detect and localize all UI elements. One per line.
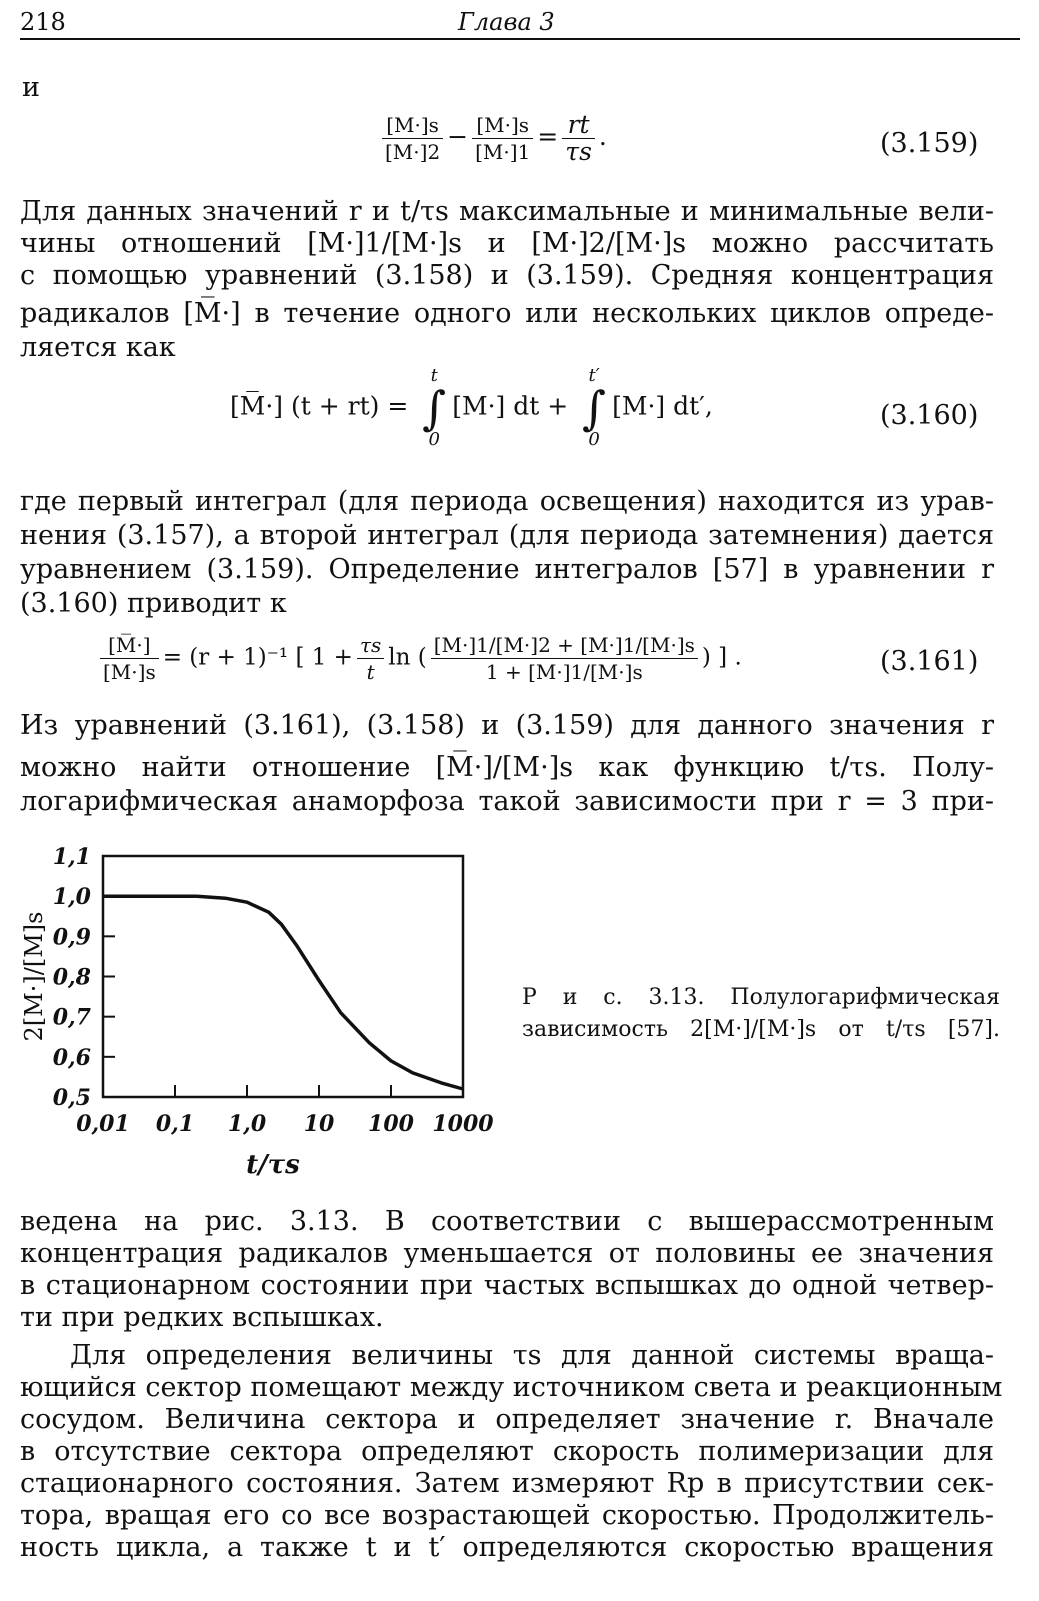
fraction (382, 112, 443, 165)
integral-sign: t ∫ 0 (422, 365, 447, 450)
equation-middle: = (r + 1)⁻¹ [ 1 + (162, 644, 353, 671)
text-line: тора, вращая его со все возрастающей скоростью. Продолжитель- (20, 1500, 994, 1531)
numerator: [M̅·] (100, 632, 159, 659)
figure-3-13-chart (0, 820, 500, 1190)
numerator: [M·]s (472, 112, 533, 139)
text-line: уравнением (3.159). Определение интегралов [57] в уравнении r (20, 554, 994, 585)
log-term: ln ( (388, 644, 427, 671)
text-line: чины отношений [M·]1/[M·]s и [M·]2/[M·]s можно рассчитать (20, 228, 994, 259)
text-line: сосудом. Величина сектора и определяет значение r. Вначале (20, 1404, 994, 1435)
integrand: [M·] dt′, (612, 391, 713, 421)
text-line: Для определения величины τs для данной системы враща- (70, 1340, 994, 1371)
text-line: ведена на рис. 3.13. В соответствии с вышерассмотренным (20, 1206, 994, 1237)
text-line: с помощью уравнений (3.158) и (3.159). Средняя концентрация (20, 260, 994, 291)
denominator: 1 + [M·]1/[M·]s (485, 660, 643, 684)
numerator: [M·]s (382, 112, 443, 139)
text-line: ти при редких вспышках. (20, 1302, 384, 1333)
text-line: концентрация радикалов уменьшается от половины ее значения (20, 1238, 994, 1269)
minus-sign: − (447, 122, 469, 151)
x-tick-label: 0,01 (76, 1111, 130, 1137)
numerator: rt (562, 112, 595, 139)
fraction (100, 632, 159, 685)
fraction (431, 632, 698, 685)
text-line: ющийся сектор помещают между источником света и реакционным (20, 1372, 1003, 1403)
y-tick-label: 0,7 (52, 1004, 91, 1031)
caption-line: Р и с. 3.13. Полулогарифмическая (522, 985, 1000, 1010)
equation-lhs: [M̅·] (t + rt) = (230, 391, 409, 421)
equation-number: (3.161) (880, 646, 979, 677)
integral-sign: t′ ∫ 0 (582, 365, 607, 450)
upper-limit: t (430, 365, 438, 386)
x-tick-label: 100 (368, 1111, 414, 1137)
fraction (472, 112, 533, 165)
text-line: радикалов [M̅·] в течение одного или нескольких циклов опреде- (20, 298, 994, 329)
lower-limit: 0 (588, 429, 600, 450)
text-line: где первый интеграл (для периода освещения) находится из урав- (20, 486, 994, 517)
x-tick-label: 10 (303, 1111, 335, 1137)
fraction (562, 112, 595, 165)
plot-frame (103, 856, 463, 1097)
text-line: логарифмическая анаморфоза такой зависимости при r = 3 при- (20, 786, 994, 817)
text-line: в стационарном состоянии при частых вспышках до одной четвер- (20, 1270, 994, 1301)
equation-number: (3.159) (880, 128, 979, 159)
caption-line: зависимость 2[M·]/[M·]s от t/τs [57]. (522, 1017, 1000, 1042)
text-line: (3.160) приводит к (20, 588, 287, 619)
equals-sign: = (537, 122, 559, 151)
text-and: и (22, 72, 40, 103)
equation-3-159 (378, 112, 607, 165)
equation-3-161 (96, 632, 742, 685)
denominator: t (366, 660, 375, 684)
denominator: [M·]s (103, 660, 156, 684)
numerator: [M·]1/[M·]2 + [M·]1/[M·]s (431, 632, 698, 659)
y-tick-label: 0,6 (52, 1044, 91, 1071)
fraction (357, 632, 384, 685)
equation-number: (3.160) (880, 400, 979, 431)
x-tick-label: 1,0 (227, 1111, 267, 1137)
y-tick-label: 0,5 (52, 1085, 91, 1111)
figure-caption (522, 982, 1000, 1046)
chapter-title: Глава 3 (458, 8, 555, 36)
numerator: τs (357, 632, 384, 659)
text-line: нения (3.157), а второй интеграл (для периода затемнения) дается (20, 520, 994, 551)
denominator: [M·]1 (475, 140, 531, 164)
period: . (598, 122, 607, 151)
text-line: можно найти отношение [M̅·]/[M·]s как функцию t/τs. Полу- (20, 752, 994, 783)
closing-brackets: ) ] . (701, 644, 742, 671)
lower-limit: 0 (428, 429, 440, 450)
text-line: стационарного состояния. Затем измеряют Rp в присутствии сек- (20, 1468, 994, 1499)
x-axis-label: t/τs (246, 1150, 300, 1180)
x-tick-label: 1000 (432, 1111, 494, 1137)
denominator: [M·]2 (385, 140, 441, 164)
y-tick-label: 0,9 (52, 924, 91, 951)
upper-limit: t′ (588, 365, 600, 386)
page-number: 218 (20, 8, 66, 36)
equation-3-160 (230, 366, 713, 450)
y-tick-label: 0,8 (52, 964, 91, 991)
text-line: Для данных значений r и t/τs максимальные и минимальные вели- (20, 196, 994, 227)
y-tick-label: 1,1 (52, 844, 91, 870)
running-header (20, 8, 1020, 40)
y-axis-label: 2[M·]/[M]s (20, 911, 48, 1042)
text-line: ность цикла, а также t и t′ определяются скоростью вращения (20, 1532, 994, 1563)
x-tick-label: 0,1 (155, 1111, 195, 1137)
text-line: в отсутствие сектора определяют скорость полимеризации для (20, 1436, 994, 1467)
text-line: ляется как (20, 332, 176, 363)
data-curve (103, 896, 463, 1089)
denominator: τs (565, 137, 592, 166)
integrand: [M·] dt + (452, 391, 569, 421)
y-tick-label: 1,0 (52, 884, 91, 911)
text-line: Из уравнений (3.161), (3.158) и (3.159) для данного значения r (20, 710, 994, 741)
